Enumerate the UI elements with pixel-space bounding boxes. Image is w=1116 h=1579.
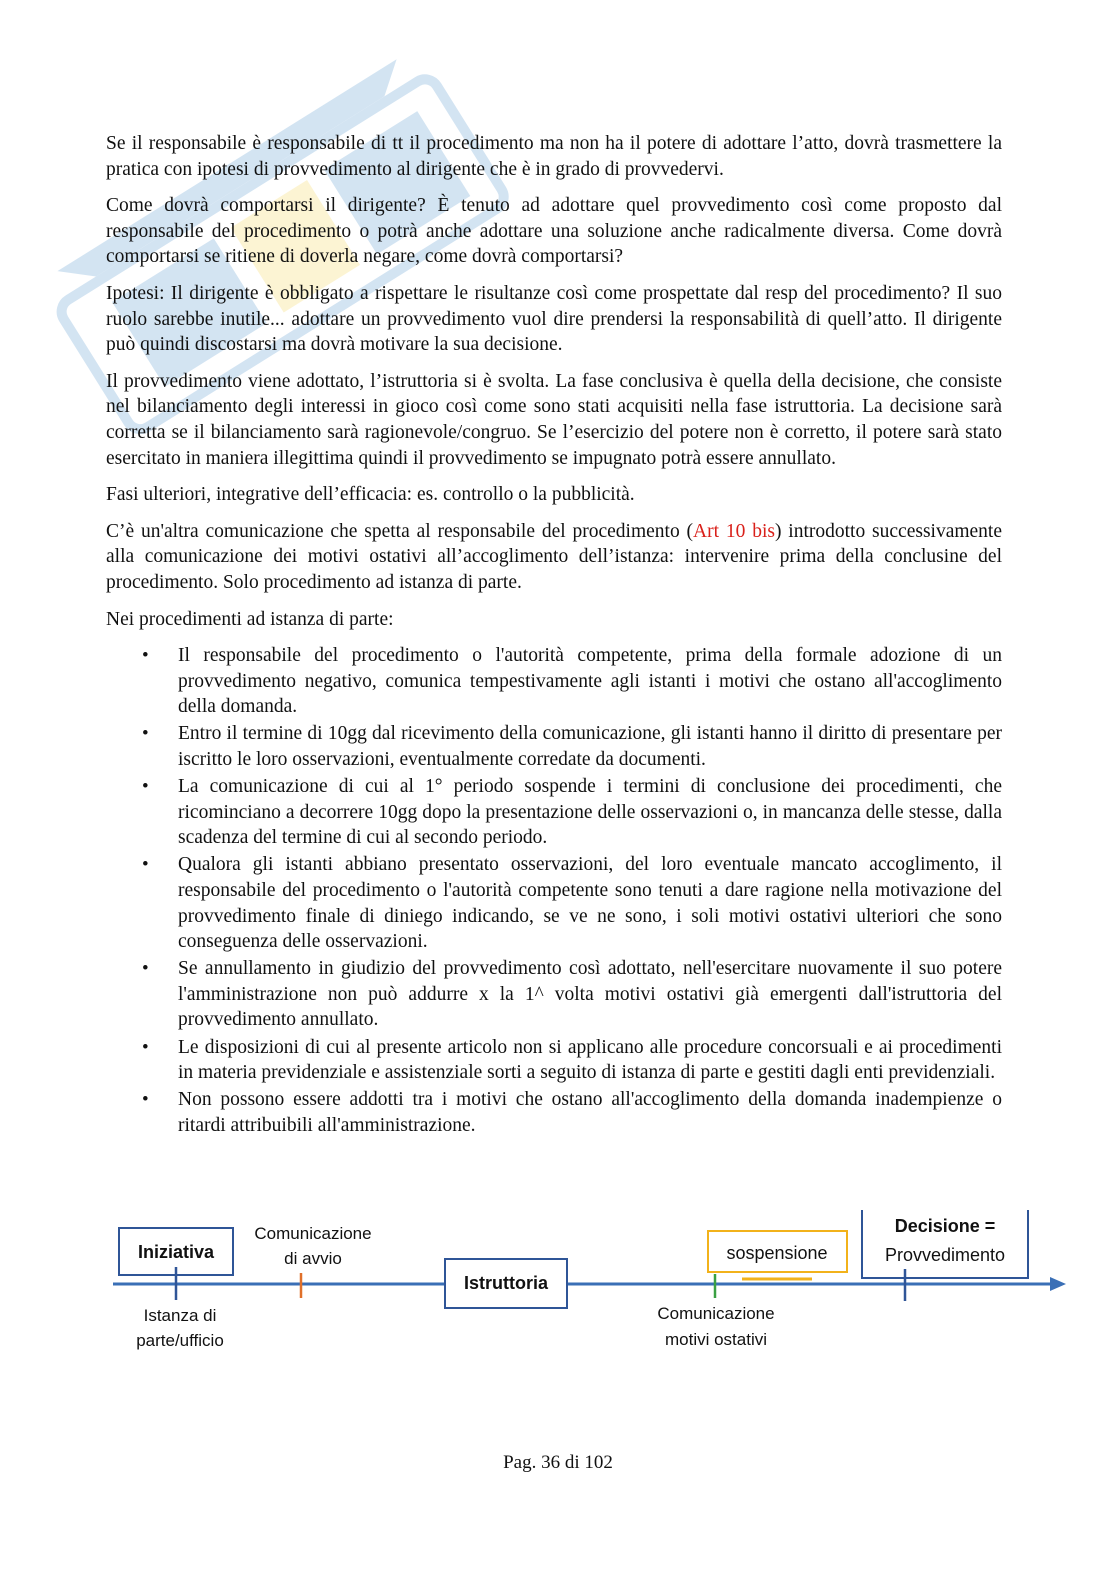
article-reference: Art 10 bis xyxy=(693,520,775,542)
istanza-label-line1: Istanza di xyxy=(143,1306,217,1325)
bullet-list xyxy=(106,643,1002,1138)
paragraph-text: ) introdotto successivamente alla comunicazione dei motivi ostativi all’accoglimento dell’istanza: intervenire prima della conclusine del procedimento. Solo procedimento ad istanza di parte. xyxy=(106,520,1003,593)
page-body xyxy=(106,131,1002,1140)
ostativi-label-line1: Comunicazione xyxy=(657,1304,775,1323)
avvio-label-line2: di avvio xyxy=(284,1249,342,1268)
paragraph-responsabile: Se il responsabile è responsabile di tt il procedimento ma non ha il potere di adottare l’atto, dovrà trasmettere la pratica con ipotesi di provvedimento al dirigente che è in grado di provvedervi. xyxy=(106,133,1002,180)
paragraph-art-10-bis xyxy=(106,519,1002,596)
ostativi-label-line2: motivi ostativi xyxy=(664,1330,768,1349)
procedure-timeline-diagram xyxy=(0,1195,1116,1370)
list-item: • Entro il termine di 10gg dal ricevimento della comunicazione, gli istanti hanno il diritto di presentare per iscritto le loro osservazioni, eventualmente corredate da documenti. xyxy=(106,721,1002,772)
paragraph-fasi-ulteriori: Fasi ulteriori, integrative dell’efficacia: es. controllo o la pubblicità. xyxy=(106,484,635,506)
paragraph-ipotesi: Ipotesi: Il dirigente è obbligato a rispettare le risultanze così come prospettate dal resp del procedimento? Il suo ruolo sarebbe inutile... adottare un provvedimento vuol dire prendersi la responsabilità di quell’atto. Il dirigente può quindi discostarsi ma dovrà motivare la sua decisione. xyxy=(106,282,1002,356)
avvio-label-line1: Comunicazione xyxy=(254,1224,372,1243)
list-item: • Se annullamento in giudizio del provvedimento così adottato, nell'esercitare nuovamente il suo potere l'amministrazione non può addurre x la 1^ volta motivi ostativi già emergenti dall'istruttoria del provvedimento annullato. xyxy=(106,956,1002,1033)
decisione-label-line1: Decisione = xyxy=(894,1216,996,1236)
sospensione-label: sospensione xyxy=(726,1243,828,1263)
list-item: • Le disposizioni di cui al presente articolo non si applicano alle procedure concorsuali e ai procedimenti in materia previdenziale e assistenziale sorti a seguito di istanza di parte e gestiti dagli enti previdenziali. xyxy=(106,1035,1002,1086)
istanza-label-line2: parte/ufficio xyxy=(136,1331,224,1350)
decisione-label-line2: Provvedimento xyxy=(884,1245,1006,1265)
timeline-arrow-icon xyxy=(1050,1277,1066,1291)
iniziativa-label: Iniziativa xyxy=(137,1242,215,1262)
page-number: Pag. 36 di 102 xyxy=(503,1452,613,1473)
list-item: • Non possono essere addotti tra i motivi che ostano all'accoglimento della domanda inadempienze o ritardi attribuibili all'amministrazione. xyxy=(106,1087,1002,1138)
istruttoria-label: Istruttoria xyxy=(463,1273,549,1293)
list-item: • La comunicazione di cui al 1° periodo sospende i termini di conclusione dei procedimenti, che ricominciano a decorrere 10gg dopo la presentazione delle osservazioni o, in mancanza delle stesse, dalla scadenza del termine di cui al secondo periodo. xyxy=(106,774,1002,851)
paragraph-dirigente-question: Come dovrà comportarsi il dirigente? È tenuto ad adottare quel provvedimento così come proposto dal responsabile del procedimento o potrà anche adottare una soluzione anche radicalmente diversa. Come dovrà comportarsi se ritiene di doverla negare, come dovrà comportarsi? xyxy=(106,195,1002,268)
list-item: • Il responsabile del procedimento o l'autorità competente, prima della formale adozione di un provvedimento negativo, comunica tempestivamente agli istanti i motivi che ostano all'accoglimento della domanda. xyxy=(106,643,1002,720)
paragraph-text: C’è un'altra comunicazione che spetta al responsabile del procedimento ( xyxy=(106,520,694,542)
paragraph-list-intro: Nei procedimenti ad istanza di parte: xyxy=(106,608,394,630)
paragraph-decisione: Il provvedimento viene adottato, l’istruttoria si è svolta. La fase conclusiva è quella della decisione, che consiste nel bilanciamento degli interessi in gioco così come sono stati acquisiti nella fase istruttoria. La decisione sarà corretta se il bilanciamento sarà ragionevole/congruo. Se l’esercizio del potere non è corretto, il potere sarà stato esercitato in maniera illegittima quindi il provvedimento se impugnato potrà essere annullato. xyxy=(106,370,1002,469)
list-item: • Qualora gli istanti abbiano presentato osservazioni, del loro eventuale mancato accoglimento, il responsabile del procedimento o l'autorità competente sono tenuti a dare ragione nella motivazione del provvedimento finale di diniego indicando, se ve ne sono, i soli motivi ostativi ulteriori che sono conseguenza delle osservazioni. xyxy=(106,852,1002,954)
